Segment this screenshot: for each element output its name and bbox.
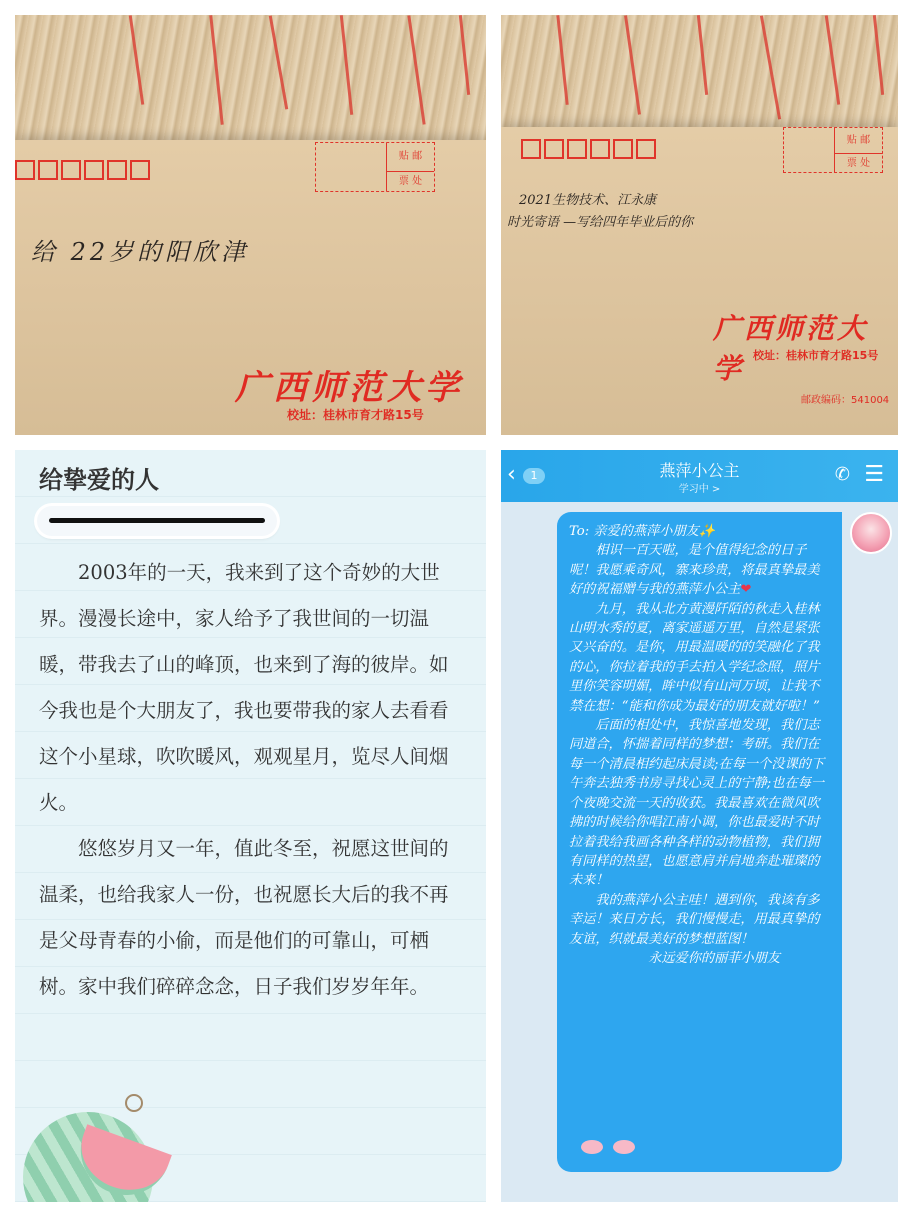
chat-title[interactable]: 燕萍小公主 — [659, 461, 740, 480]
sender-line: 2021生物技术、江永康 — [519, 193, 657, 208]
chat-status[interactable]: 学习中 > — [678, 484, 721, 495]
ring-ornament-icon — [125, 1094, 143, 1112]
unread-badge: 1 — [523, 468, 545, 484]
letter-body — [39, 550, 464, 1010]
envelope-stack — [15, 15, 486, 145]
postcode-boxes — [521, 139, 656, 159]
letter-paragraph: 悠悠岁月又一年，值此冬至，祝愿这世间的温柔，也给我家人一份，也祝愿长大后的我不再是父母青春的小偷，而是他们的可靠山，可栖树。家中我们碎碎念念，日子我们岁岁年年。 — [39, 837, 449, 998]
message-to-line: To: 亲爱的燕萍小朋友✨ — [569, 524, 716, 539]
letter-paragraph: 2003年的一天，我来到了这个奇妙的大世界。漫漫长途中，家人给予了我世间的一切温暖，带我去了山的峰顶，也来到了海的彼岸。如今我也是个大朋友了，我也要带我的家人去看看这个小星球，吹吹暖风，观观星月，览尽人间烟火。 — [39, 561, 449, 814]
postcode-boxes — [15, 160, 150, 180]
envelope-stack — [501, 15, 898, 135]
chat-screenshot — [501, 450, 898, 1202]
chat-header — [501, 450, 898, 502]
university-name: 广西师范大学 — [235, 368, 463, 408]
envelope-photo-left — [15, 15, 486, 435]
sticker-row — [581, 1140, 635, 1154]
recipient-note: 给 22岁的阳欣津 — [31, 238, 250, 266]
letter-title: 给挚爱的人 — [39, 465, 159, 494]
redacted-name — [37, 506, 277, 536]
university-address: 校址：桂林市育才路15号 — [753, 349, 879, 362]
message-paragraph: 相识一百天啦，是个值得纪念的日子呢！我愿乘奇风，寨来珍贵，将最真挚最美好的祝福赠与我的燕萍小公主❤ — [569, 543, 820, 598]
message-signature: 永远爱你的丽菲小朋友 — [648, 950, 781, 966]
university-name: 广西师范大学 — [713, 312, 869, 385]
message-paragraph: 九月，我从北方黄漫阡陌的秋走入桂林山明水秀的夏，离家遥遥万里，自然是紧张又兴奋的。是你，用最温暖的的笑融化了我的心，你拉着我的手去拍入学纪念照，照片里你笑容明媚，眸中似有山河万顷，让我不禁在想：“能和你成为最好的朋友就好啦！” — [569, 601, 820, 714]
message-line: 时光寄语 —写给四年毕业后的你 — [507, 215, 694, 230]
message-bubble[interactable] — [557, 512, 842, 1172]
sticker-icon — [581, 1140, 603, 1154]
sticker-icon — [613, 1140, 635, 1154]
envelope-front — [15, 140, 486, 435]
envelope-photo-right — [501, 15, 898, 435]
menu-icon[interactable]: ☰ — [864, 462, 884, 487]
back-arrow-icon[interactable]: ‹ — [507, 462, 516, 487]
letter-panel — [15, 450, 486, 1202]
phone-icon[interactable]: ✆ — [834, 464, 850, 485]
avatar[interactable] — [850, 512, 892, 554]
stamp-area: 贴 邮 票 处 — [783, 127, 883, 173]
postcode-label: 邮政编码：541004 — [801, 395, 890, 406]
message-paragraph: 我的燕萍小公主哇！遇到你，我该有多幸运！来日方长，我们慢慢走，用最真挚的友谊，织就最美好的梦想蓝图！ — [569, 892, 820, 947]
message-paragraph: 后面的相处中，我惊喜地发现，我们志同道合，怀揣着同样的梦想：考研。我们在每一个清晨相约起床晨读;在每一个没课的下午奔去独秀书房寻找心灵上的宁静;也在每一个夜晚交流一天的收获。我最喜欢在微风吹拂的时候给你唱江南小调，你也最爱时不时拉着我给我画各种各样的动物植物，我们拥有同样的热望，也愿意肩并肩地奔赴璀璨的未来！ — [569, 718, 825, 889]
envelope-front — [501, 127, 898, 435]
university-address: 校址：桂林市育才路15号 — [287, 408, 424, 422]
heart-icon: ❤ — [740, 582, 752, 598]
stamp-area: 贴 邮 票 处 — [315, 142, 435, 192]
